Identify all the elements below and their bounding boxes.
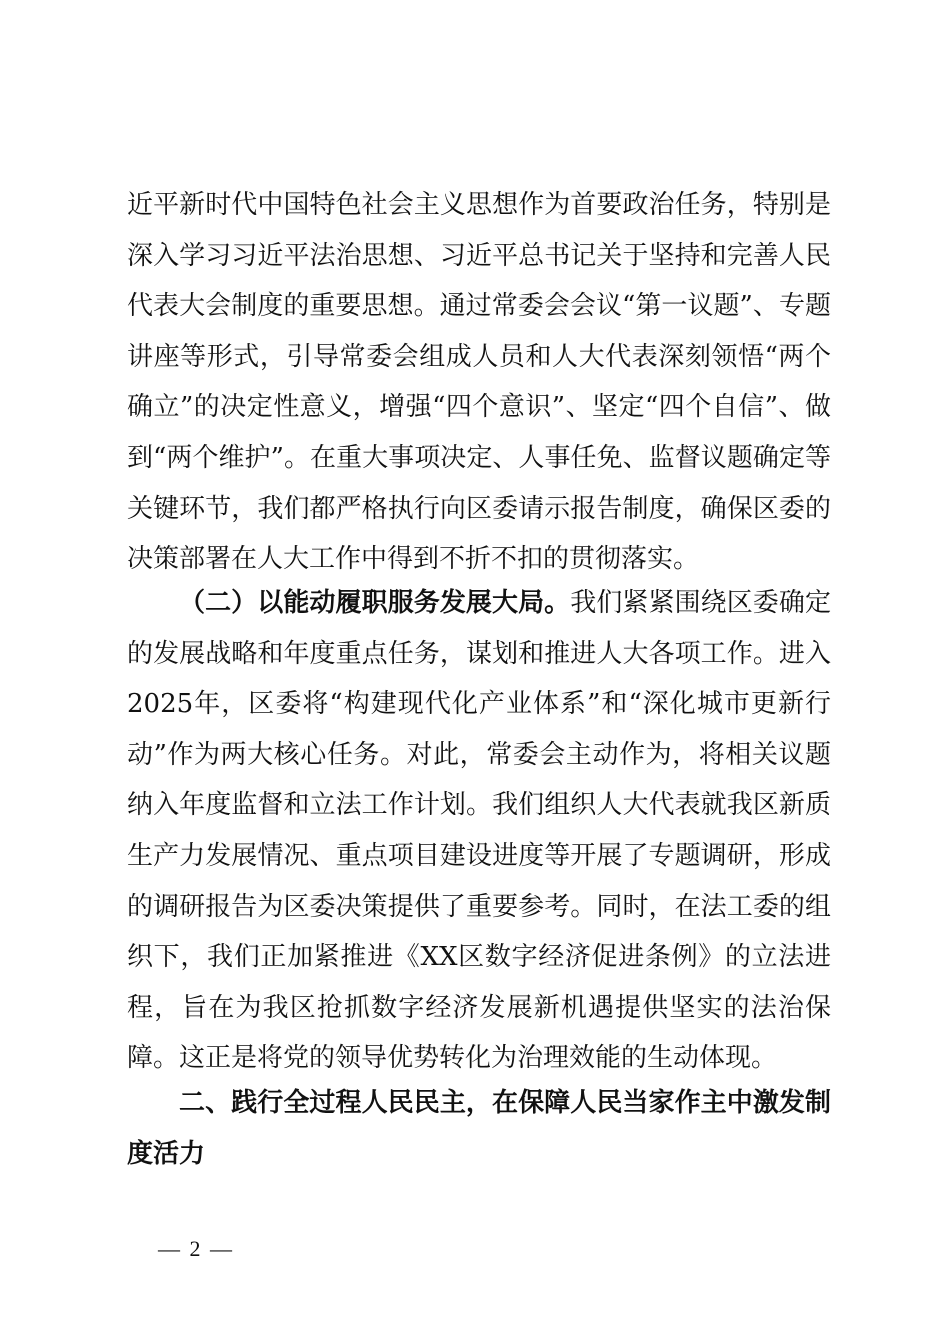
subsection-heading: （二）以能动履职服务发展大局。 [179, 588, 571, 618]
page-number: — 2 — [158, 1236, 234, 1261]
body-paragraph-continued [127, 180, 831, 585]
section-heading-block [127, 1078, 831, 1179]
paragraph-text: 我们紧紧围绕区委确定的发展战略和年度重点任务，谋划和推进人大各项工作。进入2025年，区委将“构建现代化产业体系”和“深化城市更新行动”作为两大核心任务。对此，常委会主动作为，将相关议题纳入年度监督和立法工作计划。我们组织人大代表就我区新质生产力发展情况、重点项目建设进度等开展了专题调研，形成的调研报告为区委决策提供了重要参考。同时，在法工委的组织下，我们正加紧推进《XX区数字经济促进条例》的立法进程，旨在为我区抢抓数字经济发展新机遇提供坚实的法治保障。这正是将党的领导优势转化为治理效能的生动体现。 [127, 588, 831, 1074]
paragraph-text: 近平新时代中国特色社会主义思想作为首要政治任务，特别是深入学习习近平法治思想、习近平总书记关于坚持和完善人民代表大会制度的重要思想。通过常委会会议“第一议题”、专题讲座等形式，引导常委会组成人员和人大代表深刻领悟“两个确立”的决定性意义，增强“四个意识”、坚定“四个自信”、做到“两个维护”。在重大事项决定、人事任免、监督议题确定等关键环节，我们都严格执行向区委请示报告制度，确保区委的决策部署在人大工作中得到不折不扣的贯彻落实。 [127, 190, 831, 575]
section-heading: 二、践行全过程人民民主，在保障人民当家作主中激发制度活力 [127, 1088, 831, 1169]
body-paragraph-subsection [127, 578, 831, 1084]
paragraph-content [127, 578, 831, 1084]
